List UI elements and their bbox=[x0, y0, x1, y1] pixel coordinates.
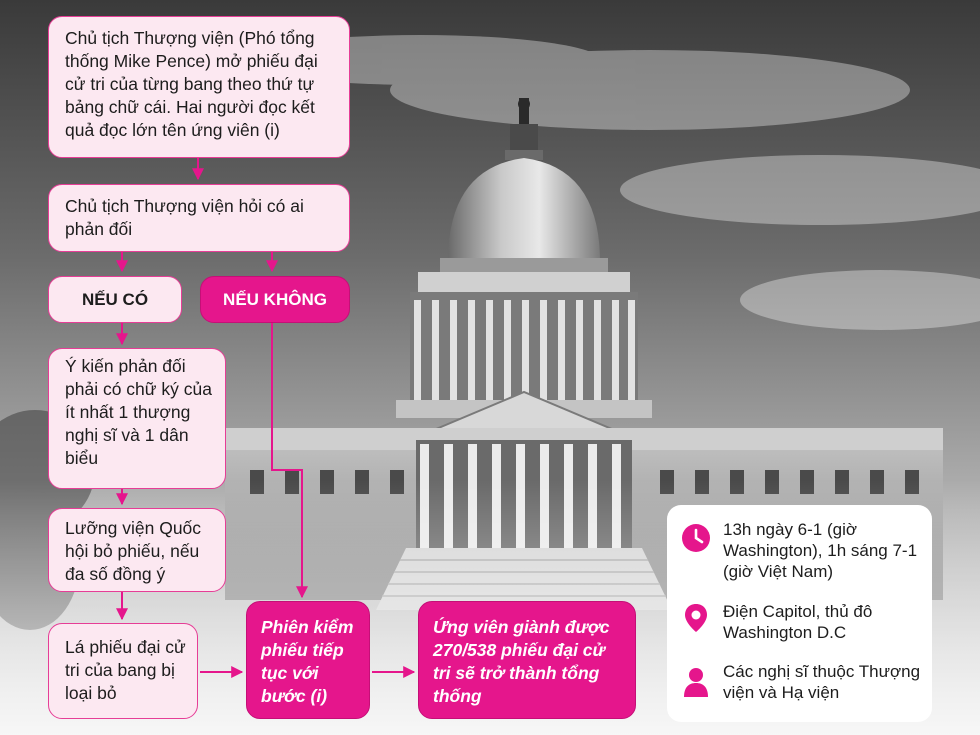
step-congress-vote-text: Lưỡng viện Quốc hội bỏ phiếu, nếu đa số đồng ý bbox=[65, 518, 202, 584]
location-pin-icon bbox=[681, 603, 711, 633]
branch-no bbox=[200, 276, 350, 323]
step-objection-rule-text: Ý kiến phản đối phải có chữ ký của ít nhất 1 thượng nghị sĩ và 1 dân biểu bbox=[65, 356, 212, 468]
info-place-text: Điện Capitol, thủ đô Washington D.C bbox=[723, 602, 873, 642]
step-open-ballots-text: Chủ tịch Thượng viện (Phó tổng thống Mike Pence) mở phiếu đại cử tri của từng bang theo thứ tự bảng chữ cái. Hai người đọc kết quả đọc lớn tên ứng viên (i) bbox=[65, 28, 318, 140]
branch-yes-label: NẾU CÓ bbox=[81, 290, 149, 309]
info-row-time bbox=[667, 519, 932, 589]
step-ballot-discarded-text: Lá phiếu đại cử tri của bang bị loại bỏ bbox=[65, 637, 186, 703]
step-winner-text: Ứng viên giành được 270/538 phiếu đại cử tri sẽ trở thành tổng thống bbox=[433, 617, 610, 706]
step-congress-vote bbox=[48, 508, 226, 592]
step-ask-objection bbox=[48, 184, 350, 252]
step-ballot-discarded bbox=[48, 623, 198, 719]
info-row-participants bbox=[667, 661, 932, 711]
step-ask-objection-text: Chủ tịch Thượng viện hỏi có ai phản đối bbox=[65, 196, 304, 239]
info-time-text: 13h ngày 6-1 (giờ Washington), 1h sáng 7-1 (giờ Việt Nam) bbox=[723, 520, 918, 581]
info-row-place bbox=[667, 601, 932, 651]
person-icon bbox=[681, 667, 711, 697]
step-count-continues bbox=[246, 601, 370, 719]
step-count-continues-text: Phiên kiểm phiếu tiếp tục với bước (i) bbox=[261, 617, 354, 706]
clock-icon bbox=[681, 523, 711, 553]
step-objection-rule bbox=[48, 348, 226, 489]
step-open-ballots bbox=[48, 16, 350, 158]
branch-yes bbox=[48, 276, 182, 323]
step-winner bbox=[418, 601, 636, 719]
info-participants-text: Các nghị sĩ thuộc Thượng viện và Hạ viện bbox=[723, 662, 921, 702]
event-info-panel bbox=[667, 505, 932, 722]
branch-no-label: NẾU KHÔNG bbox=[223, 290, 327, 309]
